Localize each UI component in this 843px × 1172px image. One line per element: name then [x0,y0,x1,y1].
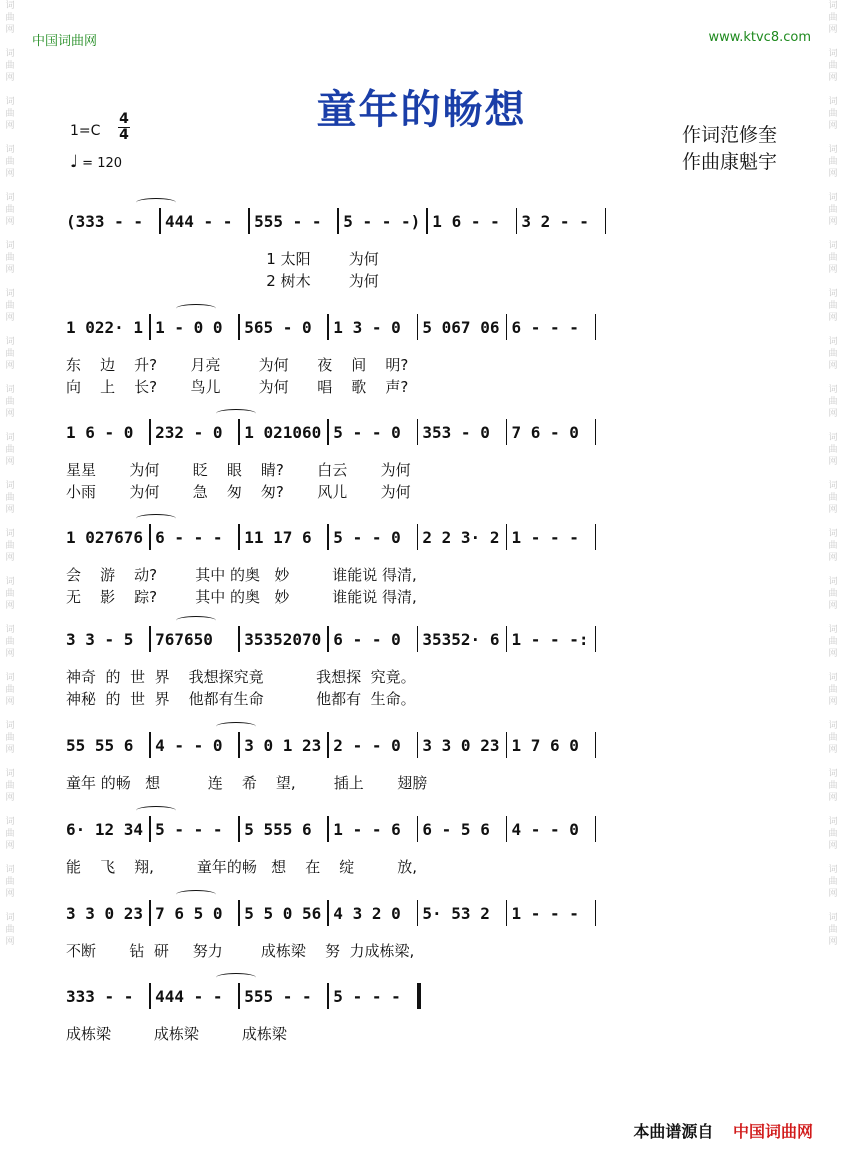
barline [327,732,329,758]
notes-line [66,318,778,342]
measure-notes: 4 - - 0 [511,820,589,839]
notes-line [66,736,778,760]
measure-notes: 2 2 3· 2 [422,528,500,547]
right-watermark-strip: 词 曲 网 词 曲 网 词 曲 网 词 曲 网 词 曲 网 词 曲 网 词 曲 网 词 曲 网 词 曲 网 词 曲 网 词 曲 网 词 曲 网 词 曲 网 词 曲 网 词 曲 网 词 曲 网 词 曲 网 词 曲 网 词 曲 网 词 曲 网 [828,1,838,947]
measure-notes: 5 - - -) [343,212,421,231]
measure-notes: 767650 [155,630,233,649]
barline [506,419,508,445]
barline [595,732,597,758]
lyric-line: 星星 为何 眨 眼 睛? 白云 为何 [66,461,411,479]
measure-notes: 6· 12 34 [66,820,144,839]
measure-notes: 2 - - 0 [333,736,411,755]
slur-arc [136,514,176,523]
notes-line [66,630,778,654]
measure-notes: 5 - - - [155,820,233,839]
barline [595,626,597,652]
measure-notes: 5 - - - [333,987,411,1006]
barline [327,983,329,1009]
lyric-line: 1 太阳 为何 [66,250,379,268]
measure-notes: 1 7 6 0 [511,736,589,755]
measure-notes: 3 2 - - [521,212,599,231]
barline [327,816,329,842]
site-name-header[interactable]: 中国词曲网 [32,34,98,49]
barline [506,816,508,842]
lyricist-credit: 作词范修奎 [681,124,777,146]
barline [327,524,329,550]
measure-notes: 3 0 1 23 [244,736,322,755]
barline [327,419,329,445]
time-signature [118,112,130,143]
slur-arc [136,806,176,815]
barline [595,314,597,340]
barline [238,732,240,758]
left-watermark-strip: 词 曲 网 词 曲 网 词 曲 网 词 曲 网 词 曲 网 词 曲 网 词 曲 网 词 曲 网 词 曲 网 词 曲 网 词 曲 网 词 曲 网 词 曲 网 词 曲 网 词 曲 网 词 曲 网 词 曲 网 词 曲 网 词 曲 网 词 曲 网 [5,1,15,947]
lyric-line: 会 游 动? 其中 的奥 妙 谁能说 得清, [66,566,417,584]
barline [238,524,240,550]
measure-notes: 1 021060 [244,423,322,442]
barline [417,626,419,652]
measure-notes: 1 027676 [66,528,144,547]
measure-notes: 6 - - - [511,318,589,337]
source-footer [633,1119,813,1142]
final-barline [417,983,421,1009]
slur-arc [176,616,216,625]
slur-arc [176,890,216,899]
barline [506,900,508,926]
barline [159,208,161,234]
barline [417,419,419,445]
barline [506,626,508,652]
barline [149,732,151,758]
measure-notes: 35352070 [244,630,322,649]
quarter-note-icon: ♩ [70,152,79,172]
measure-notes: 1 - - -: [511,630,589,649]
barline [516,208,518,234]
barline [506,314,508,340]
site-url-header[interactable]: www.ktvc8.com [708,30,811,45]
barline [417,816,419,842]
barline [417,732,419,758]
barline [238,983,240,1009]
lyric-line: 成栋梁 成栋梁 成栋梁 [66,1025,287,1043]
measure-notes: 55 55 6 [66,736,144,755]
measure-notes: 7 6 5 0 [155,904,233,923]
measure-notes: 11 17 6 [244,528,322,547]
barline [417,900,419,926]
lyric-line: 不断 钻 研 努力 成栋梁 努 力成栋梁, [66,942,415,960]
measure-notes: 5 067 06 [422,318,500,337]
measure-notes: 565 - 0 [244,318,322,337]
measure-notes: 6 - - - [155,528,233,547]
barline [238,816,240,842]
slur-arc [136,198,176,207]
lyric-line: 童年 的畅 想 连 希 望, 插上 翅膀 [66,774,428,792]
barline [238,419,240,445]
song-title: 童年的畅想 [316,87,527,133]
barline [417,524,419,550]
barline [149,816,151,842]
measure-notes: (333 - - [66,212,153,231]
time-bottom: 4 [119,127,129,143]
measure-notes: 1 022· 1 [66,318,144,337]
measure-notes: 4 3 2 0 [333,904,411,923]
measure-notes: 3 3 0 23 [66,904,144,923]
barline [238,626,240,652]
tempo-marking [70,152,122,172]
measure-notes: 1 - 0 0 [155,318,233,337]
barline [595,900,597,926]
lyric-line: 神秘 的 世 界 他都有生命 他都有 生命。 [66,690,416,708]
measure-notes: 1 6 - 0 [66,423,144,442]
measure-notes: 5 - - 0 [333,423,411,442]
measure-notes: 555 - - [244,987,322,1006]
measure-notes: 1 6 - - [432,212,510,231]
tempo-value: = 120 [82,156,123,171]
lyric-line: 向 上 长? 鸟儿 为何 唱 歌 声? [66,378,409,396]
notes-line [66,423,778,447]
measure-notes: 353 - 0 [422,423,500,442]
measure-notes: 6 - - 0 [333,630,411,649]
measure-notes: 333 - - [66,987,144,1006]
measure-notes: 4 - - 0 [155,736,233,755]
barline [149,314,151,340]
measure-notes: 3 3 - 5 [66,630,144,649]
measure-notes: 555 - - [254,212,332,231]
measure-notes: 5· 53 2 [422,904,500,923]
measure-notes: 5 5 0 56 [244,904,322,923]
barline [327,626,329,652]
barline [149,900,151,926]
source-label: 本曲谱源自 [633,1122,714,1141]
measure-notes: 3 3 0 23 [422,736,500,755]
measure-notes: 5 555 6 [244,820,322,839]
notes-line [66,904,778,928]
credits [682,122,777,176]
barline [595,524,597,550]
notes-line [66,528,778,552]
barline [595,419,597,445]
measure-notes: 35352· 6 [422,630,500,649]
slur-arc [216,722,256,731]
barline [506,524,508,550]
measure-notes: 7 6 - 0 [511,423,589,442]
notes-line [66,820,778,844]
time-top: 4 [119,111,129,127]
slur-arc [216,409,256,418]
lyric-line: 能 飞 翔, 童年的畅 想 在 绽 放, [66,858,417,876]
barline [149,983,151,1009]
composer-credit: 作曲康魁宇 [681,151,777,173]
notes-line [66,212,778,236]
measure-notes: 1 3 - 0 [333,318,411,337]
barline [417,314,419,340]
barline [605,208,607,234]
barline [248,208,250,234]
barline [149,419,151,445]
measure-notes: 1 - - 6 [333,820,411,839]
slur-arc [216,973,256,982]
source-site-link[interactable]: 中国词曲网 [732,1122,813,1141]
barline [149,524,151,550]
barline [426,208,428,234]
barline [337,208,339,234]
barline [327,900,329,926]
measure-notes: 444 - - [155,987,233,1006]
lyric-line: 东 边 升? 月亮 为何 夜 间 明? [66,356,409,374]
measure-notes: 444 - - [165,212,243,231]
notes-line [66,987,778,1011]
slur-arc [176,304,216,313]
lyric-line: 小雨 为何 急 匆 匆? 风儿 为何 [66,483,411,501]
lyric-line: 2 树木 为何 [66,272,379,290]
measure-notes: 232 - 0 [155,423,233,442]
barline [238,900,240,926]
key-signature: 1=C [70,123,101,139]
lyric-line: 无 影 踪? 其中 的奥 妙 谁能说 得清, [66,588,417,606]
measure-notes: 6 - 5 6 [422,820,500,839]
lyric-line: 神奇 的 世 界 我想探究竟 我想探 究竟。 [66,668,416,686]
barline [506,732,508,758]
measure-notes: 1 - - - [511,904,589,923]
measure-notes: 1 - - - [511,528,589,547]
measure-notes: 5 - - 0 [333,528,411,547]
barline [327,314,329,340]
barline [238,314,240,340]
barline [149,626,151,652]
barline [595,816,597,842]
